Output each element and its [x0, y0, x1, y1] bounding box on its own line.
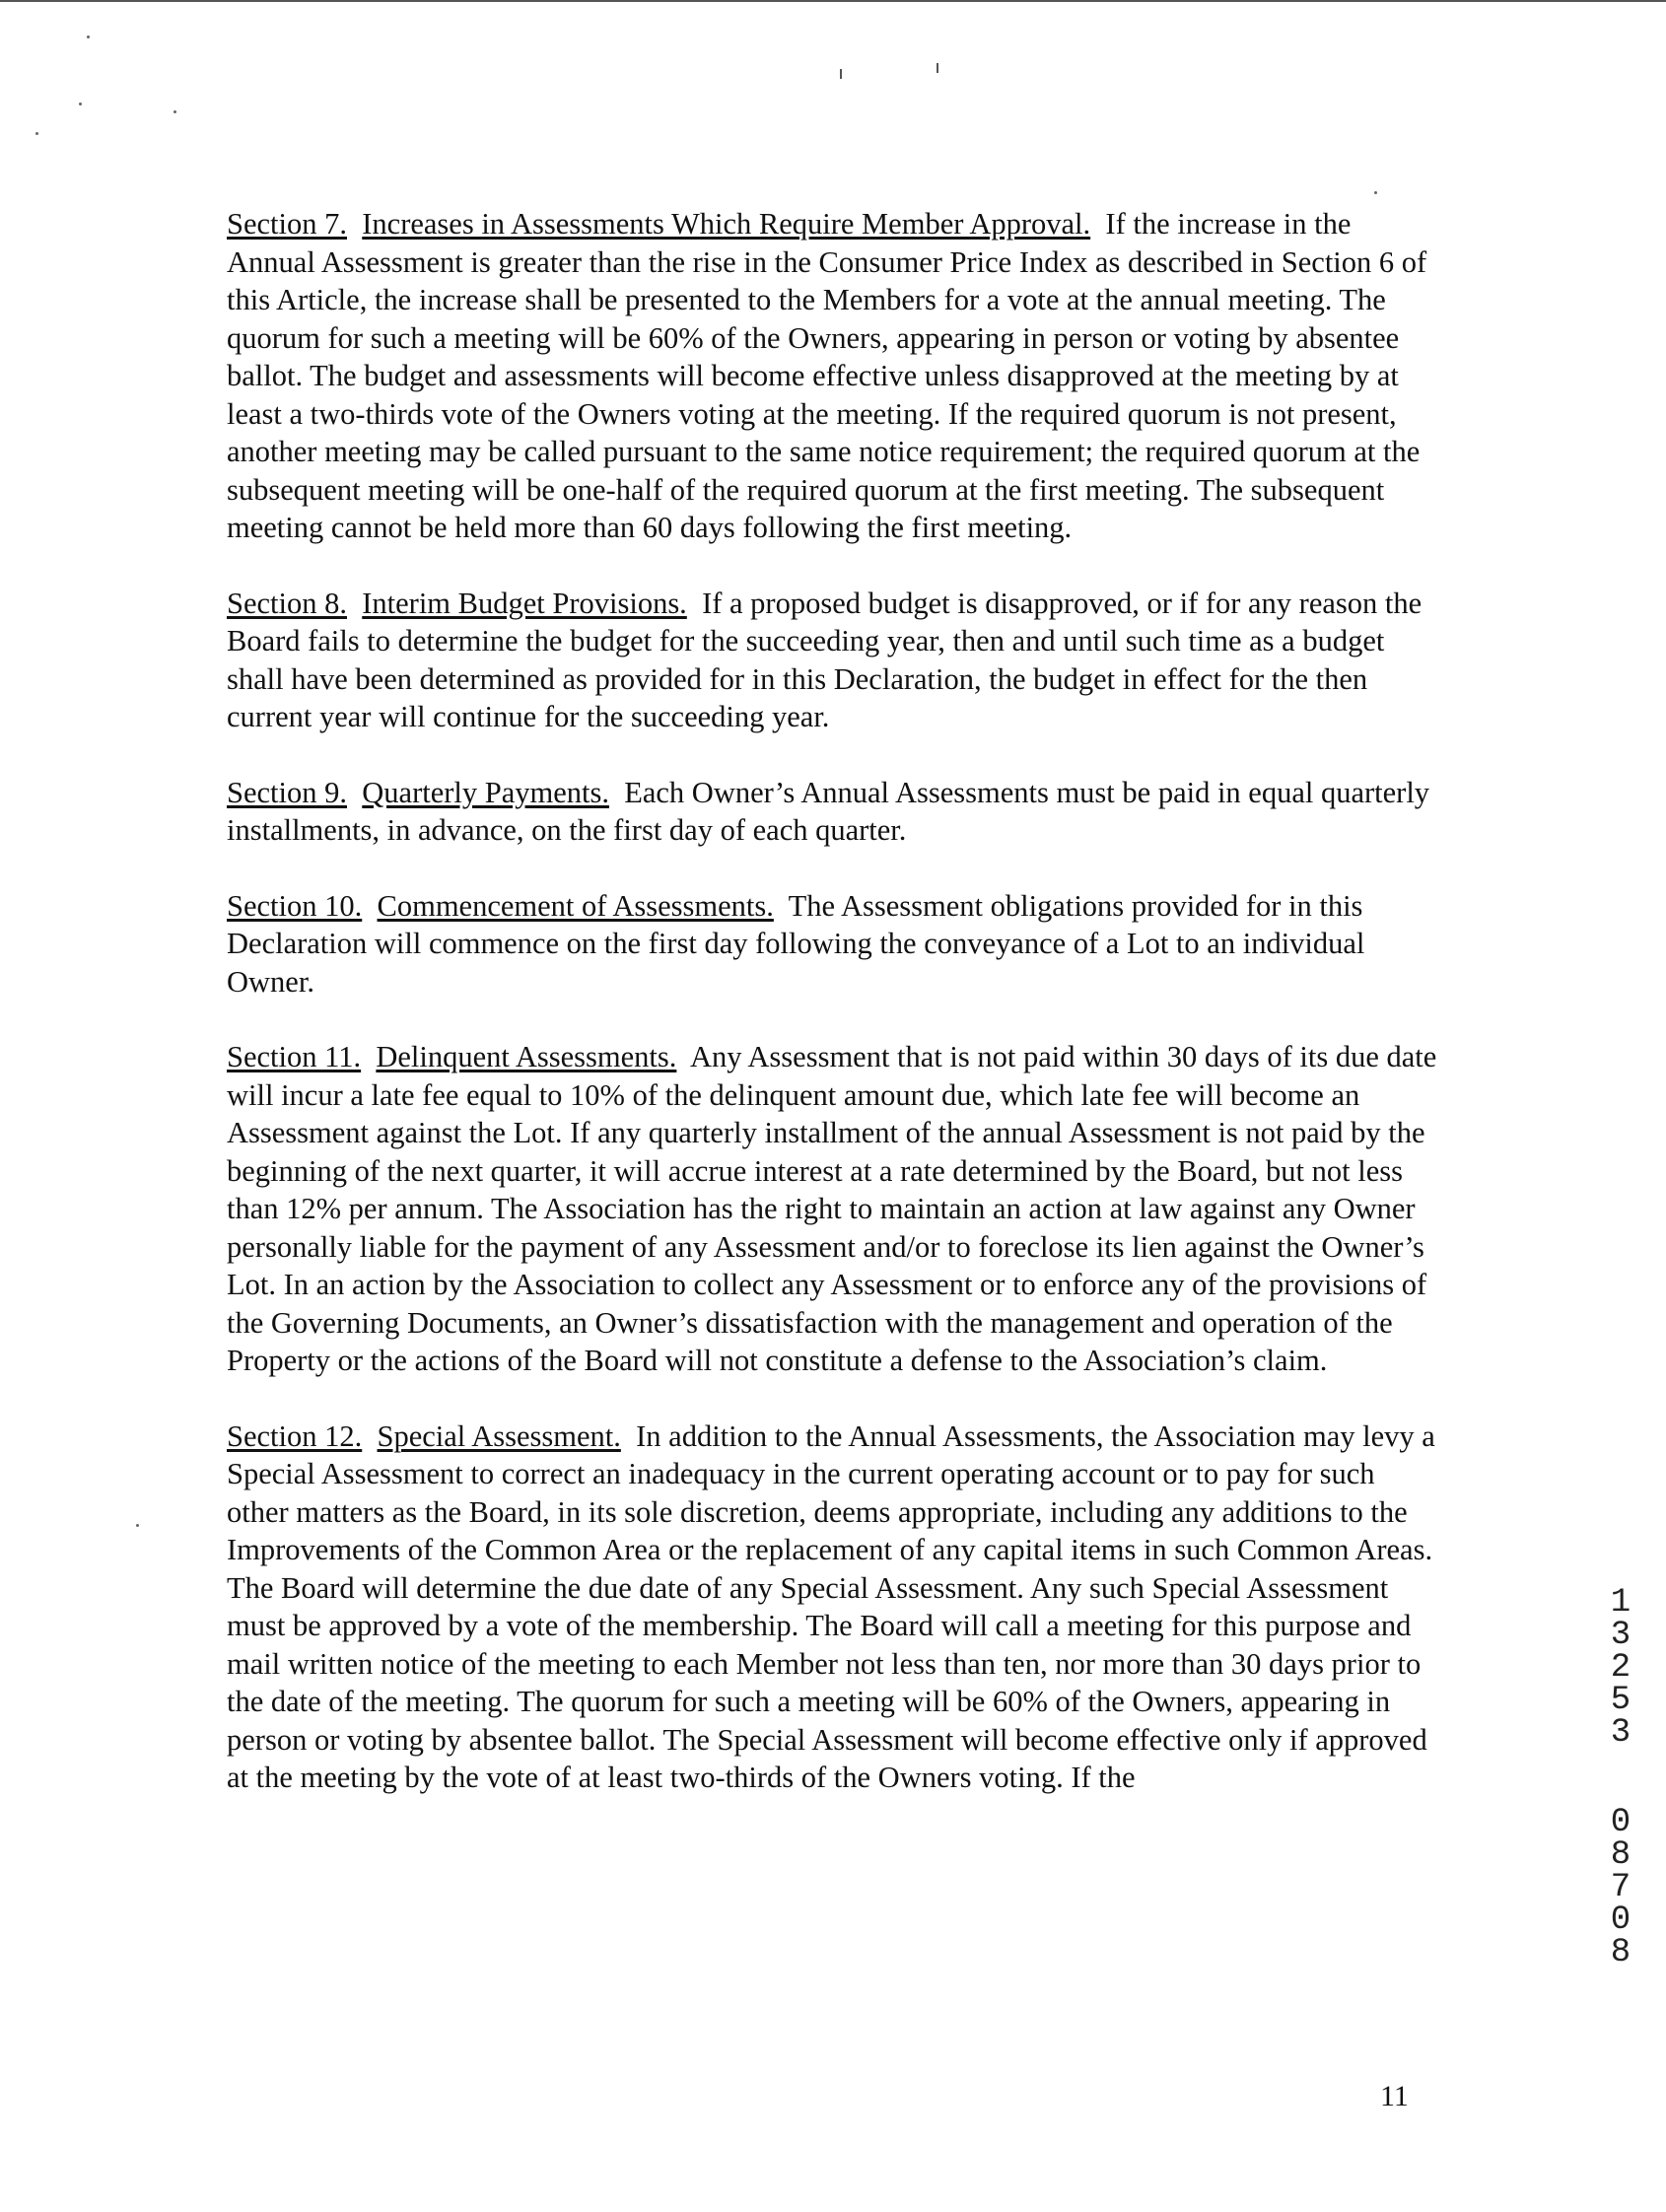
stamp-digit: 8 — [1610, 1934, 1631, 1971]
section-number: Section 11. — [227, 1040, 362, 1073]
scan-tick-mark — [840, 69, 842, 79]
document-body — [227, 205, 1439, 1834]
stamp-digit: 8 — [1610, 1836, 1631, 1874]
section-body: If the increase in the Annual Assessment is greater than the rise in the Consumer Price Index as described in Section 6 of this Article, the increase shall be presented to the Members for a vote at the annual meeting. The quorum for such a meeting will be 60% of the Owners, appearing in person or voting by absentee ballot. The budget and assessments will become effective unless disapproved at the meeting by at least a two-thirds vote of the Owners voting at the meeting. If the required quorum is not present, another meeting may be called pursuant to the same notice requirement; the required quorum at the subsequent meeting will be one-half of the required quorum at the first meeting. The subsequent meeting cannot be held more than 60 days following the first meeting. — [227, 207, 1427, 544]
section-number: Section 8. — [227, 586, 347, 620]
recording-number-stamp — [1597, 1584, 1644, 2001]
scan-speck — [136, 1524, 139, 1527]
section-7 — [227, 205, 1439, 547]
stamp-digit: 3 — [1610, 1617, 1631, 1654]
section-11 — [227, 1038, 1439, 1380]
section-number: Section 12. — [227, 1418, 363, 1453]
scan-speck — [35, 132, 38, 135]
section-12 — [227, 1417, 1439, 1797]
stamp-digit: 0 — [1610, 1804, 1631, 1841]
section-title: Interim Budget Provisions. — [362, 586, 687, 620]
section-title: Commencement of Assessments. — [377, 888, 774, 923]
section-body: Any Assessment that is not paid within 30 days of its due date will incur a late fee equal to 10% of the delinquent amount due, which late fee will become an Assessment against the Lot. If any quarterly installment of the annual Assessment is not paid by the beginning of the next quarter, it will accrue interest at a rate determined by the Board, but not less than 12% per annum. The Association has the right to maintain an action at law against any Owner personally liable for the payment of any Assessment and/or to foreclose its lien against the Owner’s Lot. In an action by the Association to collect any Assessment or to enforce any of the provisions of the Governing Documents, an Owner’s dissatisfaction with the management and operation of the Property or the actions of the Board will not constitute a defense to the Association’s claim. — [227, 1040, 1437, 1377]
section-9 — [227, 774, 1439, 850]
page-number: 11 — [1380, 2080, 1409, 2112]
section-title: Quarterly Payments. — [362, 775, 609, 809]
section-title: Delinquent Assessments. — [376, 1040, 677, 1073]
section-body: If a proposed budget is disapproved, or if for any reason the Board fails to determine the budget for the succeeding year, then and until such time as a budget shall have been determined as provided for in this Declaration, the budget in effect for the then current year will continue for the succeeding year. — [227, 586, 1423, 733]
section-title: Special Assessment. — [377, 1418, 621, 1453]
scan-speck — [87, 35, 90, 38]
section-body: The Assessment obligations provided for in this Declaration will commence on the first day following the conveyance of a Lot to an individual Owner. — [227, 888, 1365, 999]
stamp-digit: 1 — [1610, 1584, 1631, 1622]
stamp-digit: 7 — [1610, 1869, 1631, 1906]
section-body: Each Owner’s Annual Assessments must be paid in equal quarterly installments, in advance, on the first day of each quarter. — [227, 775, 1430, 847]
section-body: In addition to the Annual Assessments, the Association may levy a Special Assessment to correct an inadequacy in the current operating account or to pay for such other matters as the Board, in its sole discretion, deems appropriate, including any additions to the Improvements of the Common Area or the replacement of any capital items in such Common Areas. The Board will determine the due date of any Special Assessment. Any such Special Assessment must be approved by a vote of the membership. The Board will call a meeting for this purpose and mail written notice of the meeting to each Member not less than ten, nor more than 30 days prior to the date of the meeting. The quorum for such a meeting will be 60% of the Owners, appearing in person or voting by absentee ballot. The Special Assessment will become effective only if approved at the meeting by the vote of at least two-thirds of the Owners voting. If the — [227, 1418, 1435, 1794]
section-number: Section 10. — [227, 888, 363, 923]
stamp-digit: 5 — [1610, 1682, 1631, 1719]
scan-speck — [79, 103, 82, 105]
stamp-digit: 0 — [1610, 1901, 1631, 1939]
section-10 — [227, 887, 1439, 1002]
section-8 — [227, 585, 1439, 736]
section-number: Section 9. — [227, 775, 347, 809]
section-number: Section 7. — [227, 207, 347, 241]
scan-top-border — [0, 0, 1666, 2]
stamp-digit: 3 — [1610, 1714, 1631, 1752]
scan-speck — [174, 110, 176, 113]
scan-tick-mark — [937, 63, 938, 73]
stamp-digit: 2 — [1610, 1649, 1631, 1687]
section-title: Increases in Assessments Which Require Member Approval. — [362, 207, 1091, 241]
scan-speck — [1374, 191, 1377, 194]
